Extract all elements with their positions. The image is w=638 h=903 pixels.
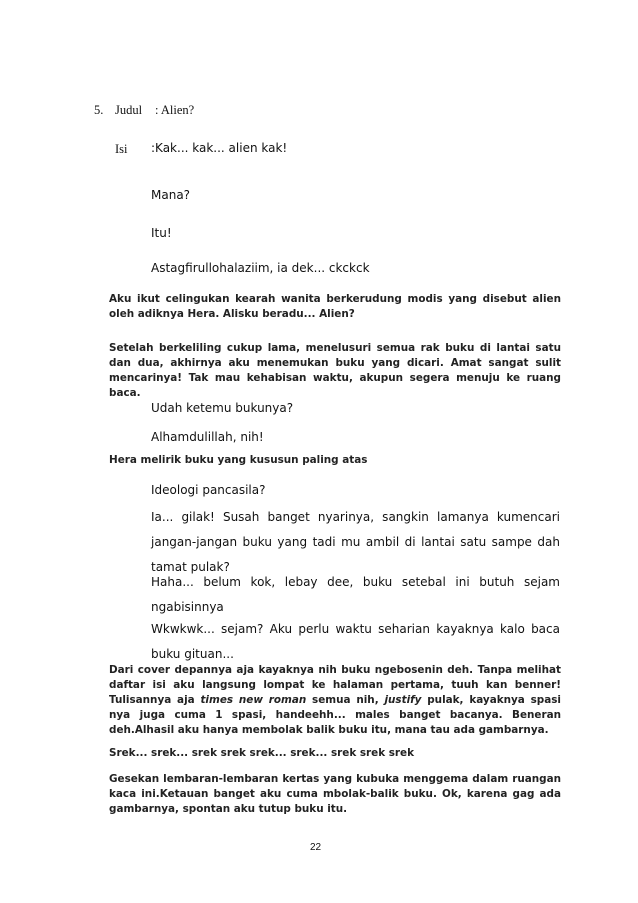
narration-paragraph: Setelah berkeliling cukup lama, menelusuri semua rak buku di lantai satu dan dua, akhirnya aku menemukan buku yang dicari. Amat sangat sulit mencarinya! Tak mau kehabisan waktu, akupun segera menuju ke ruang baca. [109, 342, 561, 399]
dialog-line: Ia... gilak! Susah banget nyarinya, sangkin lamanya kumencari jangan-jangan buku yang tadi mu ambil di lantai satu sampe dah tamat pulak? [151, 510, 560, 574]
judul-value: : Alien? [155, 103, 195, 117]
narration-paragraph: Gesekan lembaran-lembaran kertas yang kubuka menggema dalam ruangan kaca ini.Ketauan banget aku cuma mbolak-balik buku. Ok, karena gag ada gambarnya, spontan aku tutup buku itu. [109, 773, 561, 815]
dialog-line: Itu! [151, 226, 172, 240]
dialog-line: Udah ketemu bukunya? [151, 401, 294, 415]
dialog-line: Astagfirullohalaziim, ia dek... ckckck [151, 261, 370, 275]
dialog-line: :Kak... kak... alien kak! [151, 141, 288, 155]
narration-paragraph: Hera melirik buku yang kususun paling atas [109, 454, 368, 466]
narration-emphasis: justify [384, 694, 422, 706]
isi-label: Isi [115, 142, 128, 156]
narration-text: semua nih, [306, 694, 385, 706]
dialog-line: Mana? [151, 188, 191, 202]
dialog-line: Haha... belum kok, lebay dee, buku setebal ini butuh sejam ngabisinnya [151, 575, 560, 614]
narration-paragraph [109, 663, 561, 738]
narration-paragraph: Srek... srek... srek srek srek... srek... srek srek srek [109, 747, 415, 759]
narration-text: Dari cover depannya aja kayaknya nih buku ngebosenin deh. Tanpa melihat daftar isi aku langsung lompat ke halaman pertama, tuuh kan benner! Tulisannya aja [109, 664, 561, 706]
dialog-line: Ideologi pancasila? [151, 483, 266, 497]
narration-emphasis: times new roman [200, 694, 307, 706]
judul-label: Judul [115, 103, 143, 117]
dialog-line: Alhamdulillah, nih! [151, 430, 264, 444]
item-number: 5. [94, 103, 104, 117]
dialog-line: Wkwkwk... sejam? Aku perlu waktu seharian kayaknya kalo baca buku gituan... [151, 622, 560, 661]
narration-paragraph: Aku ikut celingukan kearah wanita berkerudung modis yang disebut alien oleh adiknya Hera. Alisku beradu... Alien? [109, 293, 561, 320]
page-number: 22 [310, 842, 322, 853]
narration-text: pulak, kayaknya spasi nya juga cuma 1 spasi, handeehh... males banget bacanya. Beneran deh.Alhasil aku hanya membolak balik buku itu, mana tau ada gambarnya. [109, 694, 561, 736]
